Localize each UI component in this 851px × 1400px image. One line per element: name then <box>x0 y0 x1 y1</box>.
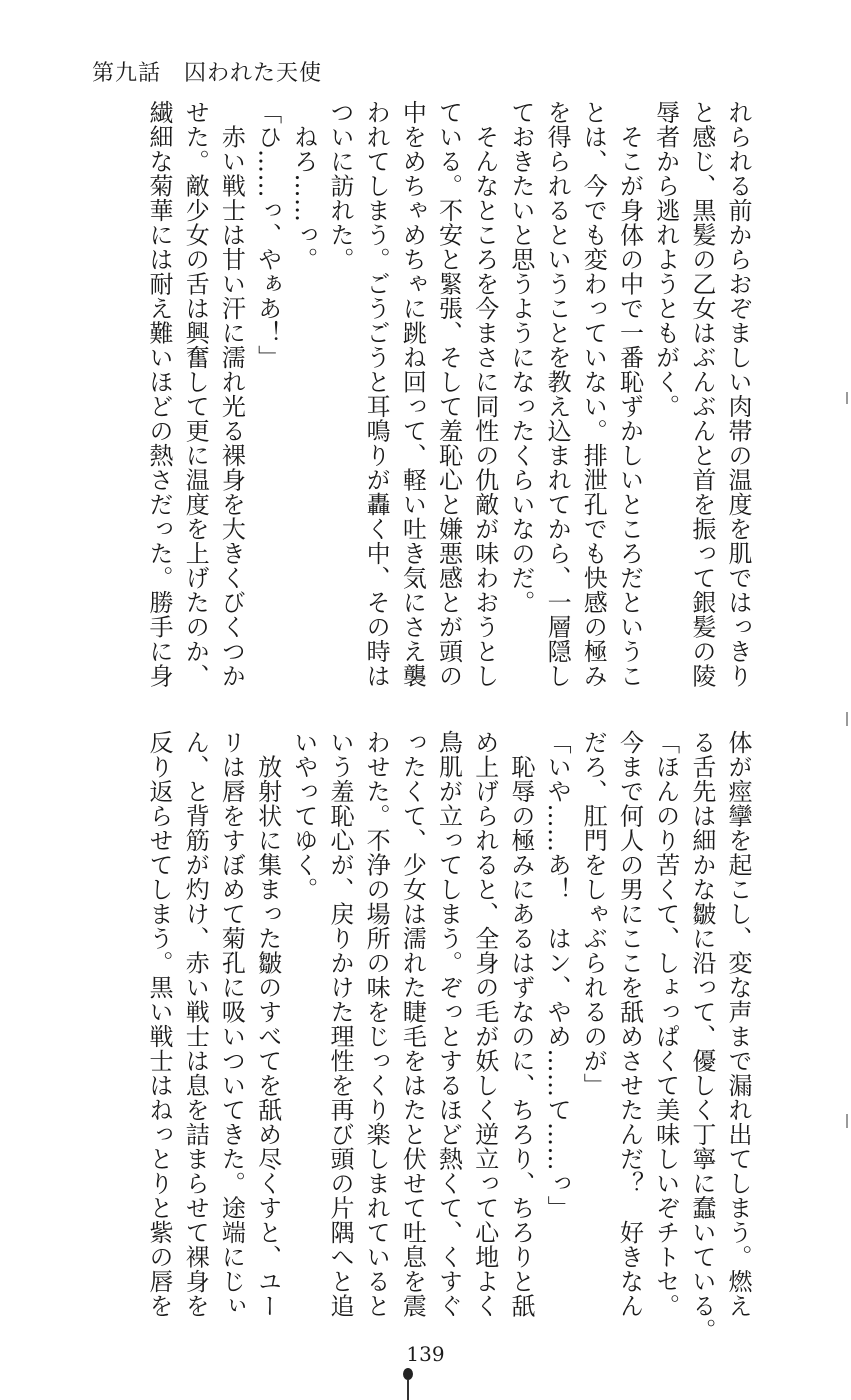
text-column: そこが身体の中で一番恥ずかしいところだというこ <box>615 100 644 688</box>
page-bullet-icon <box>403 1368 413 1380</box>
text-column: いやってゆく。 <box>289 730 318 902</box>
scan-edge-mark <box>846 392 848 404</box>
text-column: 繊細な菊華には耐え難いほどの熱さだった。勝手に身 <box>145 100 173 688</box>
text-column: 「いや……あ！ はン、やめ……て……っ」 <box>543 730 572 1220</box>
text-column: 反り返らせてしまう。黒い戦士はねっとりと紫の唇を <box>145 730 173 1318</box>
text-column: ついに訪れた。 <box>325 100 354 272</box>
text-column: 体が痙攣を起こし、変な声まで漏れ出てしまう。燃え <box>724 730 752 1318</box>
text-column: わせた。不浄の場所の味をじっくり楽しまれていると <box>362 730 391 1318</box>
text-column: 「ほんのり苦くて、しょっぱくて美味しいぞチトセ。 <box>651 730 680 1318</box>
text-column: る舌先は細かな皺に沿って、優しく丁寧に蠢いている。 <box>687 730 716 1343</box>
scan-edge-mark <box>846 712 848 726</box>
text-column: 放射状に集まった皺のすべてを舐め尽くすと、ユー <box>253 730 282 1318</box>
text-column: いう羞恥心が、戻りかけた理性を再び頭の片隅へと追 <box>325 730 354 1318</box>
text-block-bottom <box>136 730 751 1343</box>
text-column: せた。敵少女の舌は興奮して更に温度を上げたのか、 <box>181 100 210 688</box>
text-column: そんなところを今まさに同性の仇敵が味わおうとし <box>470 100 499 688</box>
text-block-top <box>136 100 751 688</box>
text-column: 辱者から逃れようともがく。 <box>651 100 680 419</box>
text-column: 赤い戦士は甘い汗に濡れ光る裸身を大きくびくつか <box>217 100 246 688</box>
text-column: だろ、肛門をしゃぶられるのが」 <box>579 730 608 1098</box>
text-column: 中をめちゃめちゃに跳ね回って、軽い吐き気にさえ襲 <box>398 100 427 688</box>
page-number: 139 <box>406 1342 445 1366</box>
text-column: め上げられると、全身の毛が妖しく逆立って心地よく <box>470 730 499 1318</box>
text-column: 今まで何人の男にここを舐めさせたんだ？ 好きなん <box>615 730 644 1318</box>
text-column: ん、と背筋が灼け、赤い戦士は息を詰まらせて裸身を <box>181 730 210 1318</box>
text-column: とは、今でも変わっていない。排泄孔でも快感の極み <box>579 100 608 688</box>
text-column: 恥辱の極みにあるはずなのに、ちろり、ちろりと舐 <box>506 730 535 1318</box>
text-column: れられる前からおぞましい肉帯の温度を肌ではっきり <box>724 100 752 688</box>
chapter-header: 第九話 囚われた天使 <box>92 61 323 86</box>
scan-edge-mark <box>846 1114 848 1128</box>
text-column: 鳥肌が立ってしまう。ぞっとするほど熱くて、くすぐ <box>434 730 463 1318</box>
text-column: を得られるということを教え込まれてから、一層隠し <box>543 100 572 688</box>
page-bullet-stem <box>407 1380 409 1400</box>
text-column: ねろ……っ。 <box>289 100 318 272</box>
text-column: ておきたいと思うようになったくらいなのだ。 <box>506 100 535 615</box>
text-column: ったくて、少女は濡れた睫毛をはたと伏せて吐息を震 <box>398 730 427 1318</box>
text-column: リは唇をすぼめて菊孔に吸いついてきた。途端にじぃ <box>217 730 246 1318</box>
text-column: と感じ、黒髪の乙女はぶんぶんと首を振って銀髪の陵 <box>687 100 716 688</box>
text-column: 「ひ……っ、やぁあ！」 <box>253 100 282 370</box>
text-column: ている。不安と緊張、そして羞恥心と嫌悪感とが頭の <box>434 100 463 688</box>
text-column: われてしまう。ごうごうと耳鳴りが轟く中、その時は <box>362 100 391 688</box>
